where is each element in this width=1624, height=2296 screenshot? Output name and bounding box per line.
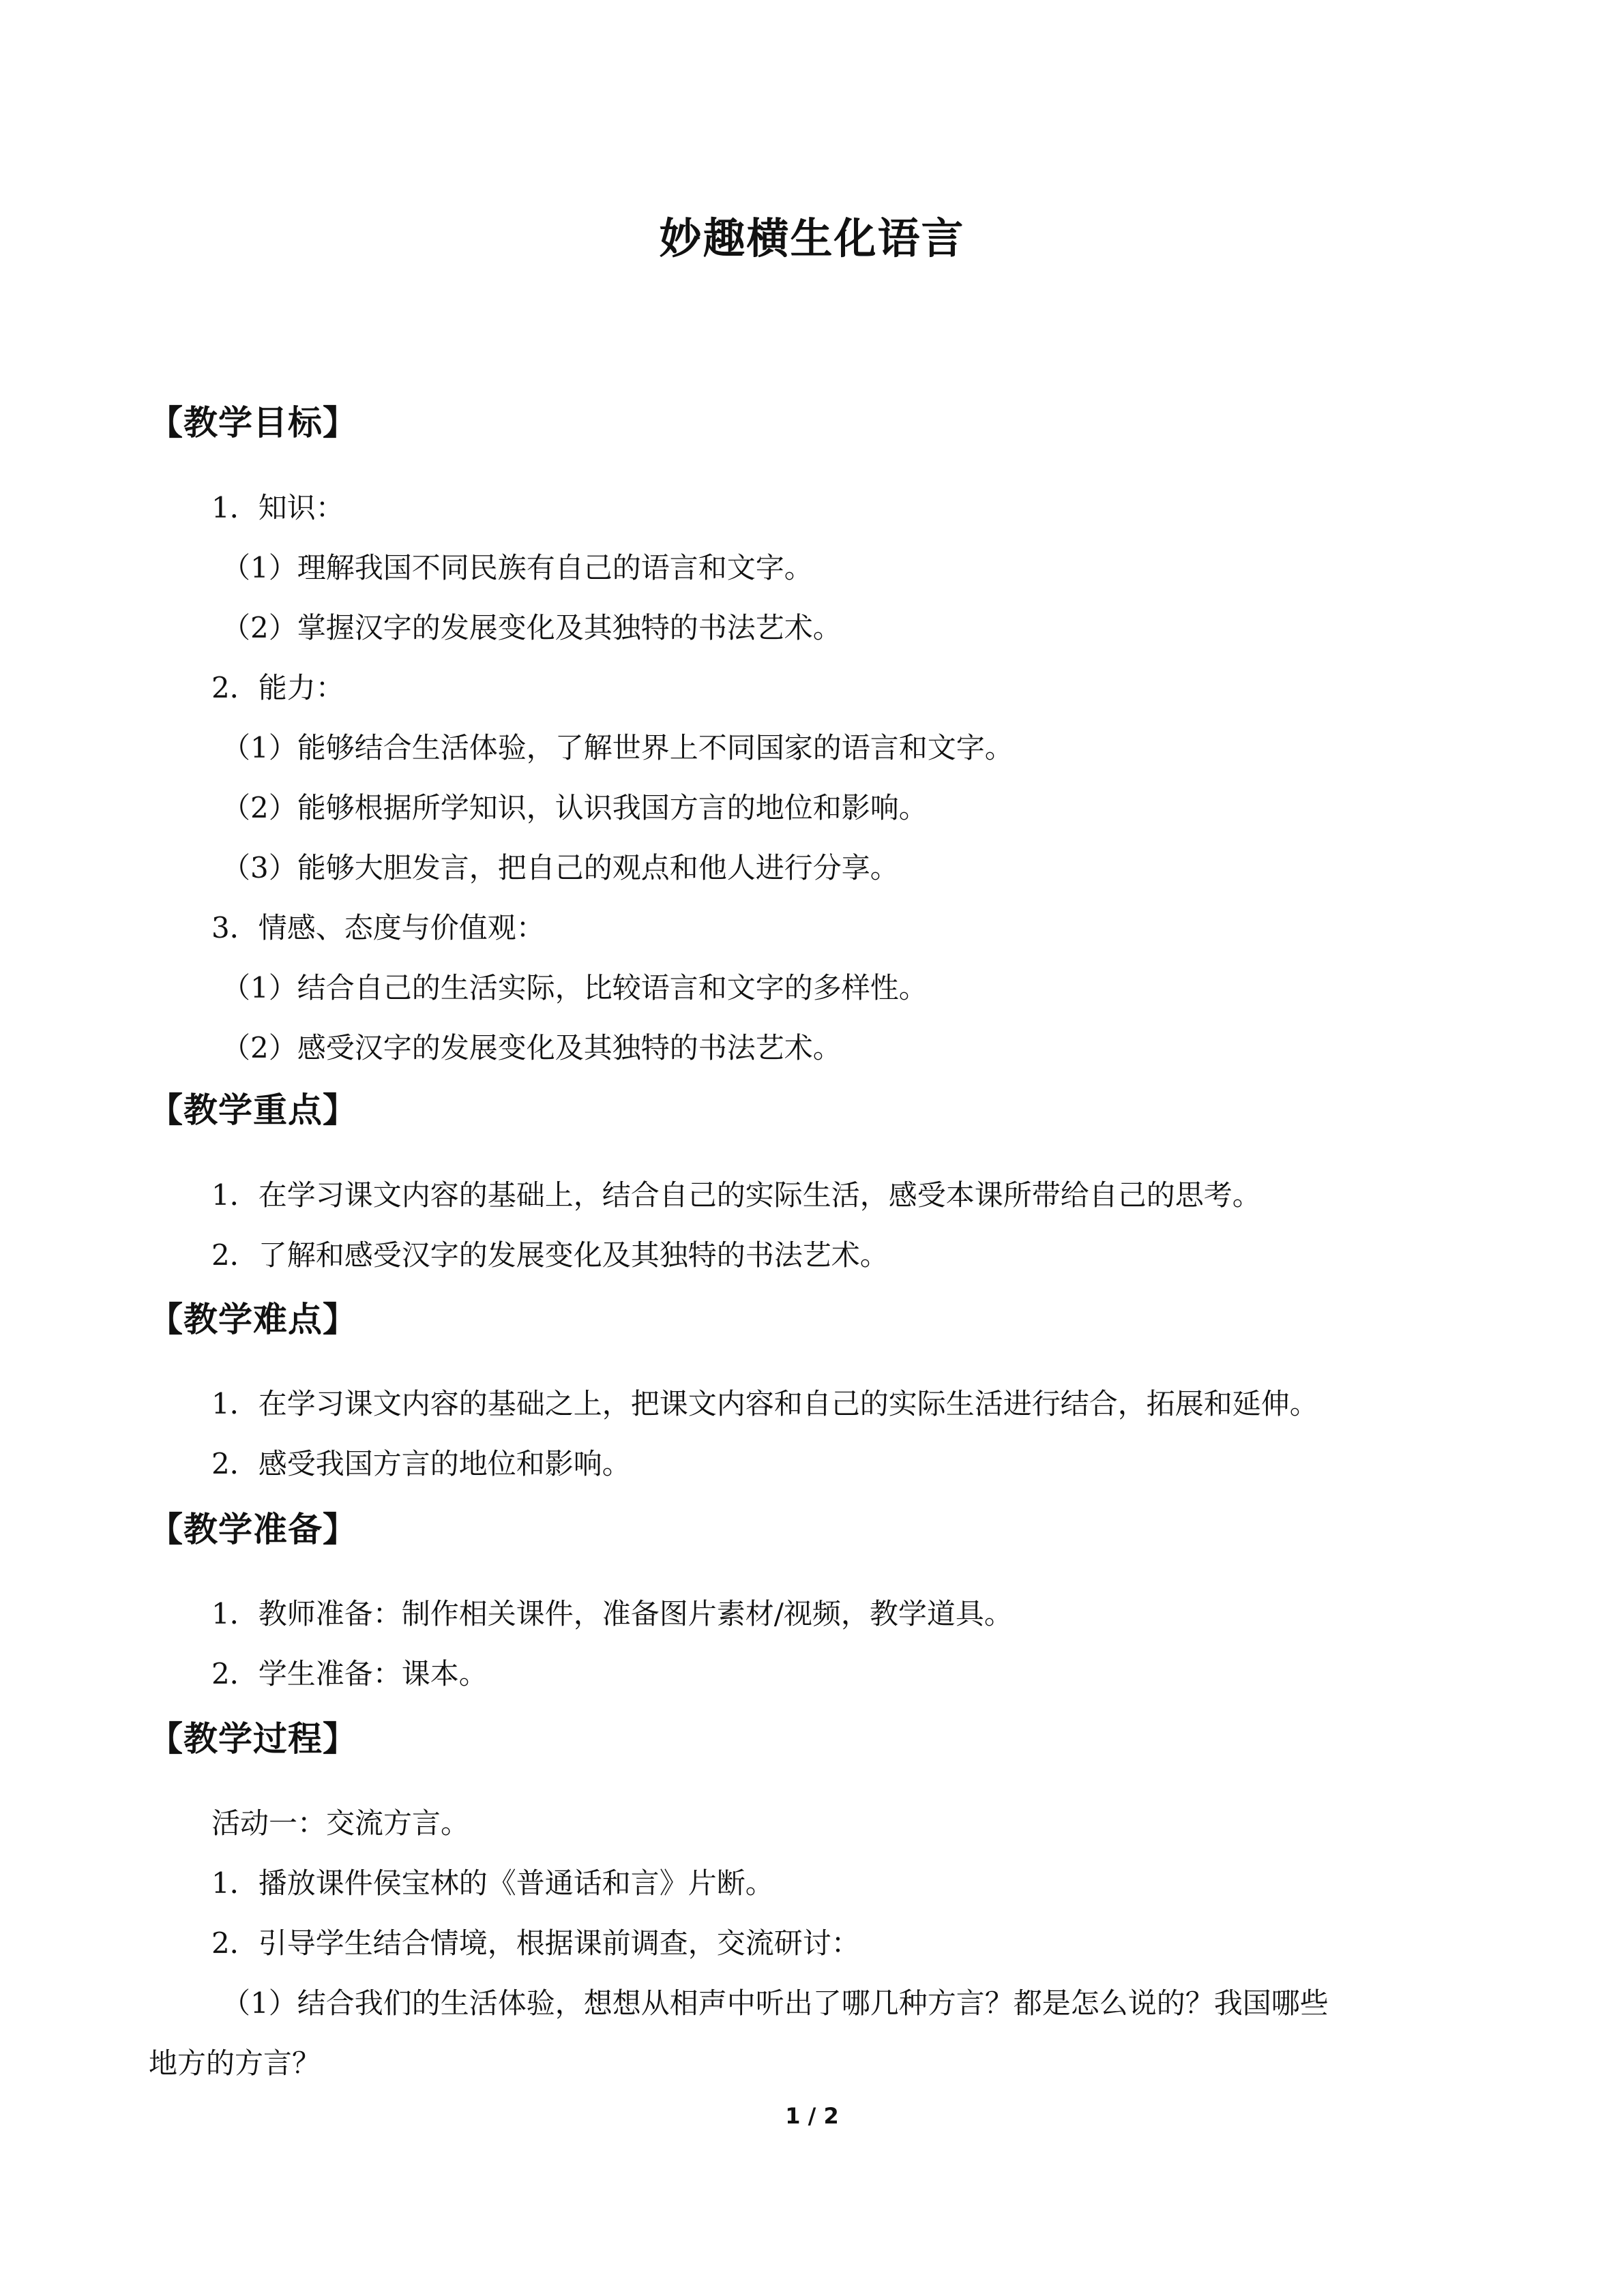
process-line: （1）结合我们的生活体验，想想从相声中听出了哪几种方言？都是怎么说的？我国哪些 bbox=[222, 1986, 1329, 2020]
goals-line: （2）掌握汉字的发展变化及其独特的书法艺术。 bbox=[222, 611, 842, 644]
difficulties-line: 2．感受我国方言的地位和影响。 bbox=[211, 1447, 631, 1480]
section-heading-key-points: 【教学重点】 bbox=[149, 1090, 357, 1130]
section-heading-preparation: 【教学准备】 bbox=[149, 1510, 357, 1549]
page-title: 妙趣横生化语言 bbox=[659, 213, 965, 263]
goals-line: （1）能够结合生活体验，了解世界上不同国家的语言和文字。 bbox=[222, 731, 1014, 764]
page-number: 1 / 2 bbox=[785, 2103, 839, 2129]
goals-line: 3．情感、态度与价值观： bbox=[211, 911, 545, 944]
goals-line: （2）感受汉字的发展变化及其独特的书法艺术。 bbox=[222, 1031, 842, 1064]
process-line: 1．播放课件侯宝林的《普通话和言》片断。 bbox=[211, 1866, 774, 1900]
goals-line: （2）能够根据所学知识，认识我国方言的地位和影响。 bbox=[222, 791, 928, 824]
difficulties-line: 1．在学习课文内容的基础之上，把课文内容和自己的实际生活进行结合，拓展和延伸。 bbox=[211, 1387, 1318, 1420]
preparation-line: 2．学生准备：课本。 bbox=[211, 1657, 488, 1690]
key-points-line: 1．在学习课文内容的基础上，结合自己的实际生活，感受本课所带给自己的思考。 bbox=[211, 1178, 1261, 1212]
process-line: 地方的方言？ bbox=[149, 2046, 321, 2080]
goals-line: （1）理解我国不同民族有自己的语言和文字。 bbox=[222, 551, 813, 584]
preparation-line: 1．教师准备：制作相关课件，准备图片素材/视频，教学道具。 bbox=[211, 1597, 1013, 1630]
section-heading-goals: 【教学目标】 bbox=[149, 403, 357, 443]
process-line: 活动一：交流方言。 bbox=[211, 1806, 470, 1840]
goals-line: 1．知识： bbox=[211, 491, 344, 524]
section-heading-process: 【教学过程】 bbox=[149, 1719, 357, 1759]
key-points-line: 2．了解和感受汉字的发展变化及其独特的书法艺术。 bbox=[211, 1238, 889, 1272]
section-heading-difficulties: 【教学难点】 bbox=[149, 1300, 357, 1339]
goals-line: （3）能够大胆发言，把自己的观点和他人进行分享。 bbox=[222, 851, 899, 884]
goals-line: （1）结合自己的生活实际，比较语言和文字的多样性。 bbox=[222, 971, 928, 1004]
process-line: 2．引导学生结合情境，根据课前调查，交流研讨： bbox=[211, 1926, 860, 1960]
goals-line: 2．能力： bbox=[211, 671, 344, 704]
